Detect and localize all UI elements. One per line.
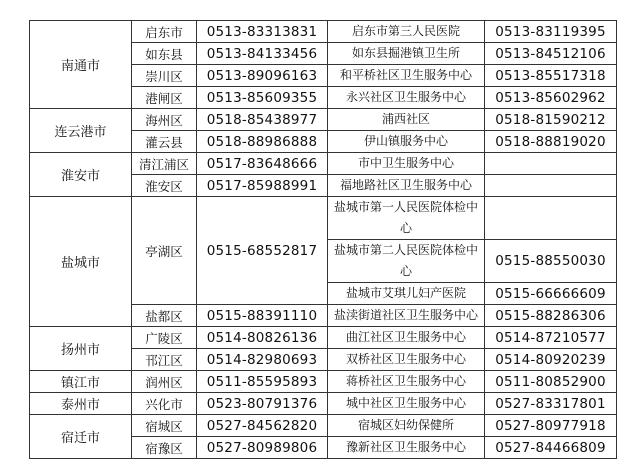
phone-cell: 0515-88391110 — [197, 305, 328, 327]
phone-cell: 0523-80791376 — [197, 393, 328, 415]
district-cell: 港闸区 — [132, 87, 197, 109]
district-cell: 广陵区 — [132, 327, 197, 349]
site-cell: 和平桥社区卫生服务中心 — [328, 65, 485, 87]
city-cell: 连云港市 — [30, 109, 132, 153]
table-row — [30, 371, 617, 393]
phone-cell: 0518-88986888 — [197, 131, 328, 153]
district-cell: 淮安区 — [132, 175, 197, 197]
site-cell: 盐城市第二人民医院体检中心 — [328, 240, 485, 283]
phone-cell: 0513-85609355 — [197, 87, 328, 109]
city-cell: 镇江市 — [30, 371, 132, 393]
phone-cell: 0511-85595893 — [197, 371, 328, 393]
phone-cell: 0517-85988991 — [197, 175, 328, 197]
table-row — [30, 197, 617, 240]
district-cell: 灌云县 — [132, 131, 197, 153]
district-cell: 兴化市 — [132, 393, 197, 415]
site-phone-cell: 0527-84466809 — [485, 437, 617, 459]
district-cell: 启东市 — [132, 21, 197, 43]
phone-cell: 0515-68552817 — [197, 197, 328, 305]
site-cell: 市中卫生服务中心 — [328, 153, 485, 175]
site-cell: 宿城区妇幼保健所 — [328, 415, 485, 437]
site-cell: 盐城市第一人民医院体检中心 — [328, 197, 485, 240]
district-cell: 盐都区 — [132, 305, 197, 327]
site-cell: 蒋桥社区卫生服务中心 — [328, 371, 485, 393]
city-cell: 扬州市 — [30, 327, 132, 371]
district-cell: 宿豫区 — [132, 437, 197, 459]
site-phone-cell: 0515-88550030 — [485, 240, 617, 283]
city-cell: 南通市 — [30, 21, 132, 109]
table-row — [30, 21, 617, 43]
district-cell: 清江浦区 — [132, 153, 197, 175]
district-cell: 亭湖区 — [132, 197, 197, 305]
site-cell: 永兴社区卫生服务中心 — [328, 87, 485, 109]
site-phone-cell — [485, 175, 617, 197]
site-phone-cell: 0513-84512106 — [485, 43, 617, 65]
site-cell: 盐渎街道社区卫生服务中心 — [328, 305, 485, 327]
contact-table — [29, 20, 617, 459]
phone-cell: 0527-84562820 — [197, 415, 328, 437]
table-row — [30, 153, 617, 175]
site-phone-cell: 0527-83317801 — [485, 393, 617, 415]
site-phone-cell: 0514-87210577 — [485, 327, 617, 349]
district-cell: 邗江区 — [132, 349, 197, 371]
site-cell: 城中社区卫生服务中心 — [328, 393, 485, 415]
city-cell: 淮安市 — [30, 153, 132, 197]
district-cell: 如东县 — [132, 43, 197, 65]
site-phone-cell: 0527-80977918 — [485, 415, 617, 437]
city-cell: 宿迁市 — [30, 415, 132, 459]
phone-cell: 0514-82980693 — [197, 349, 328, 371]
phone-cell: 0518-85438977 — [197, 109, 328, 131]
phone-cell: 0513-84133456 — [197, 43, 328, 65]
site-cell: 伊山镇服务中心 — [328, 131, 485, 153]
site-cell: 双桥社区卫生服务中心 — [328, 349, 485, 371]
site-phone-cell: 0518-81590212 — [485, 109, 617, 131]
site-phone-cell — [485, 153, 617, 175]
table-row — [30, 109, 617, 131]
table-row — [30, 327, 617, 349]
site-cell: 曲江社区卫生服务中心 — [328, 327, 485, 349]
site-cell: 启东市第三人民医院 — [328, 21, 485, 43]
site-phone-cell: 0518-88819020 — [485, 131, 617, 153]
city-cell: 盐城市 — [30, 197, 132, 327]
city-cell: 泰州市 — [30, 393, 132, 415]
site-phone-cell: 0515-66666609 — [485, 283, 617, 305]
site-phone-cell: 0513-83119395 — [485, 21, 617, 43]
site-phone-cell: 0514-80920239 — [485, 349, 617, 371]
site-phone-cell — [485, 197, 617, 240]
phone-cell: 0517-83648666 — [197, 153, 328, 175]
table-row — [30, 415, 617, 437]
site-phone-cell: 0511-80852900 — [485, 371, 617, 393]
site-cell: 盐城市艾琪儿妇产医院 — [328, 283, 485, 305]
site-phone-cell: 0513-85602962 — [485, 87, 617, 109]
site-cell: 如东县掘港镇卫生所 — [328, 43, 485, 65]
phone-cell: 0527-80989806 — [197, 437, 328, 459]
site-phone-cell: 0515-88286306 — [485, 305, 617, 327]
site-cell: 豫新社区卫生服务中心 — [328, 437, 485, 459]
district-cell: 海州区 — [132, 109, 197, 131]
district-cell: 润州区 — [132, 371, 197, 393]
site-cell: 福地路社区卫生服务中心 — [328, 175, 485, 197]
site-cell: 浦西社区 — [328, 109, 485, 131]
site-phone-cell: 0513-85517318 — [485, 65, 617, 87]
phone-cell: 0514-80826136 — [197, 327, 328, 349]
phone-cell: 0513-83313831 — [197, 21, 328, 43]
phone-cell: 0513-89096163 — [197, 65, 328, 87]
district-cell: 宿城区 — [132, 415, 197, 437]
table-row — [30, 393, 617, 415]
district-cell: 崇川区 — [132, 65, 197, 87]
